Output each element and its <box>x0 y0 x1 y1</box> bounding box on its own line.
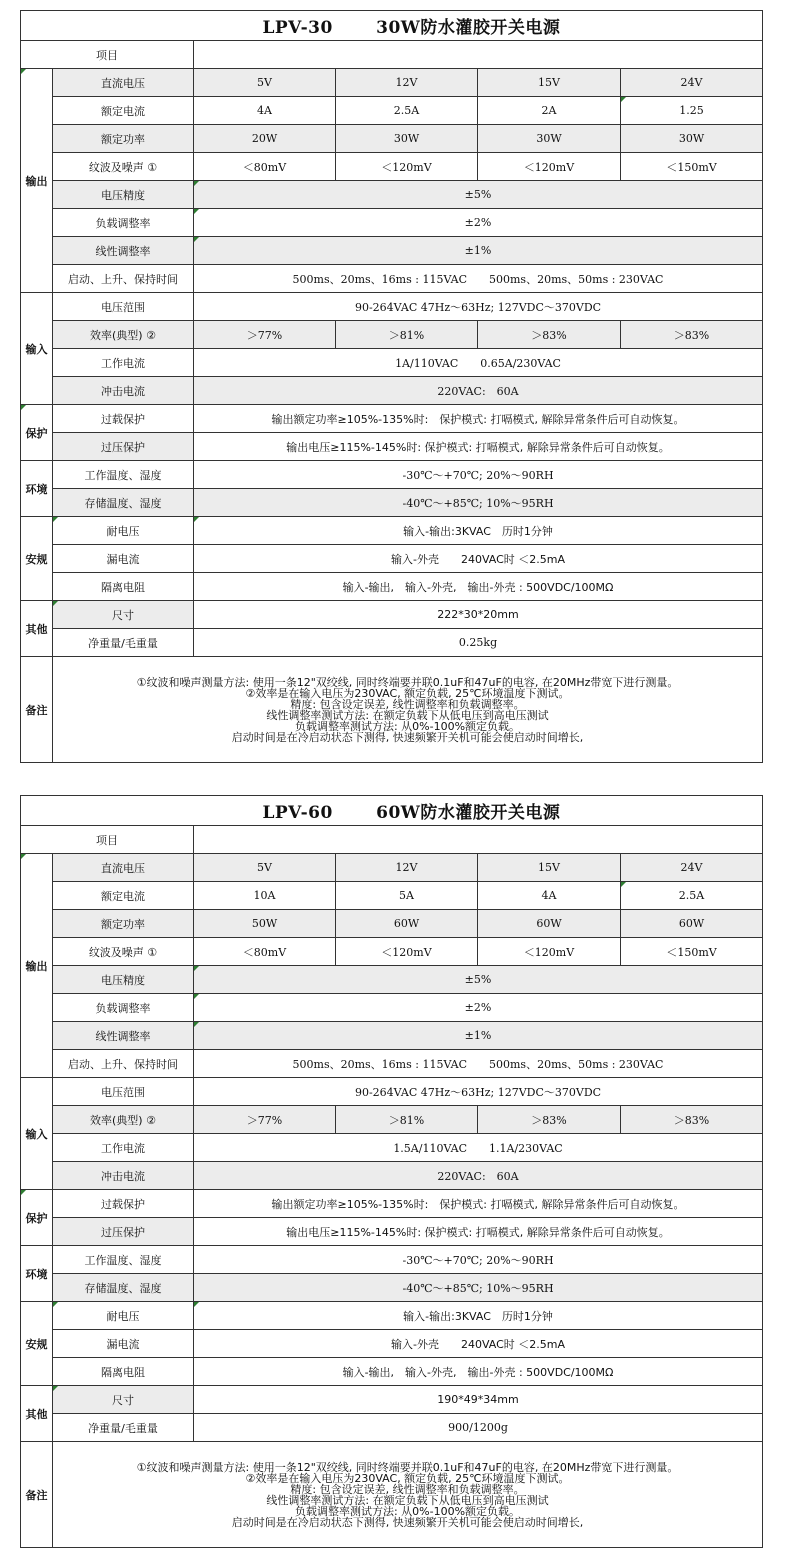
ripple-value: ＜150mV <box>621 153 763 181</box>
group-safety: 安规 <box>21 517 53 601</box>
overvoltage-value: 输出电压≥115%-145%时: 保护模式: 打嗝模式, 解除异常条件后可自动恢复。 <box>194 1218 763 1246</box>
note-line: ①纹波和噪声测量方法: 使用一条12"双绞线, 同时终端要并联0.1uF和47uF的电容, 在20MHz带宽下进行测量。 <box>136 675 679 689</box>
rated-power-value: 50W <box>194 910 336 938</box>
inrush-current-value: 220VAC: 60A <box>194 1162 763 1190</box>
row-label-withstand: 耐电压 <box>53 517 194 545</box>
row-label-isolation: 隔离电阻 <box>53 1358 194 1386</box>
overload-value: 输出额定功率≥105%-135%时: 保护模式: 打嗝模式, 解除异常条件后可自动恢复。 <box>194 405 763 433</box>
voltage-range-value: 90-264VAC 47Hz～63Hz; 127VDC～370VDC <box>194 1078 763 1106</box>
note-line: 线性调整率测试方法: 在额定负载下从低电压到高电压测试 <box>266 1493 549 1507</box>
line-regulation-value: ±1% <box>194 1022 763 1050</box>
row-label-dc-voltage: 直流电压 <box>53 854 194 882</box>
dc-voltage-value: 5V <box>194 854 336 882</box>
item-header-blank <box>194 826 763 854</box>
rated-current-value: 5A <box>336 882 478 910</box>
row-label-work-temp: 工作温度、湿度 <box>53 1246 194 1274</box>
row-label-overvoltage: 过压保护 <box>53 1218 194 1246</box>
ripple-value: ＜150mV <box>621 938 763 966</box>
group-input: 输入 <box>21 293 53 405</box>
row-label-rated-power: 额定功率 <box>53 125 194 153</box>
dc-voltage-value: 12V <box>336 69 478 97</box>
leakage-value: 输入-外壳 240VAC时 ＜2.5mA <box>194 545 763 573</box>
ripple-value: ＜120mV <box>336 938 478 966</box>
row-label-rated-power: 额定功率 <box>53 910 194 938</box>
spec-sheet <box>20 10 762 763</box>
voltage-range-value: 90-264VAC 47Hz～63Hz; 127VDC～370VDC <box>194 293 763 321</box>
product-name: 60W防水灌胶开关电源 <box>376 803 561 823</box>
row-label-load-regulation: 负载调整率 <box>53 994 194 1022</box>
note-line: ②效率是在输入电压为230VAC, 额定负载, 25℃环境温度下测试。 <box>245 686 570 700</box>
load-regulation-value: ±2% <box>194 209 763 237</box>
row-label-working-current: 工作电流 <box>53 349 194 377</box>
voltage-accuracy-value: ±5% <box>194 181 763 209</box>
item-header-blank <box>194 41 763 69</box>
group-output: 输出 <box>21 69 53 293</box>
row-label-leakage: 漏电流 <box>53 545 194 573</box>
ripple-value: ＜80mV <box>194 153 336 181</box>
rated-current-value: 1.25 <box>621 97 763 125</box>
note-line: 启动时间是在冷启动状态下测得, 快速频繁开关机可能会使启动时间增长, <box>231 730 584 744</box>
row-label-weight: 净重量/毛重量 <box>53 1414 194 1442</box>
line-regulation-value: ±1% <box>194 237 763 265</box>
working-current-value: 1.5A/110VAC 1.1A/230VAC <box>194 1134 763 1162</box>
ripple-value: ＜80mV <box>194 938 336 966</box>
startup-value: 500ms、20ms、16ms : 115VAC 500ms、20ms、50ms : 230VAC <box>194 265 763 293</box>
row-label-inrush-current: 冲击电流 <box>53 377 194 405</box>
note-line: 精度: 包含设定误差, 线性调整率和负载调整率。 <box>290 1482 525 1496</box>
product-name: 30W防水灌胶开关电源 <box>376 18 561 38</box>
isolation-value: 输入-输出, 输入-外壳, 输出-外壳 : 500VDC/100MΩ <box>194 1358 763 1386</box>
dc-voltage-value: 12V <box>336 854 478 882</box>
row-label-rated-current: 额定电流 <box>53 882 194 910</box>
row-label-weight: 净重量/毛重量 <box>53 629 194 657</box>
isolation-value: 输入-输出, 输入-外壳, 输出-外壳 : 500VDC/100MΩ <box>194 573 763 601</box>
spec-table <box>20 10 763 763</box>
row-label-line-regulation: 线性调整率 <box>53 237 194 265</box>
rated-current-value: 10A <box>194 882 336 910</box>
row-label-voltage-accuracy: 电压精度 <box>53 181 194 209</box>
row-label-ripple: 纹波及噪声 ① <box>53 938 194 966</box>
efficiency-value: ＞77% <box>194 321 336 349</box>
weight-value: 0.25kg <box>194 629 763 657</box>
efficiency-value: ＞81% <box>336 321 478 349</box>
leakage-value: 输入-外壳 240VAC时 ＜2.5mA <box>194 1330 763 1358</box>
model-number: LPV-30 <box>262 18 333 38</box>
note-line: ②效率是在输入电压为230VAC, 额定负载, 25℃环境温度下测试。 <box>245 1471 570 1485</box>
ripple-value: ＜120mV <box>478 153 621 181</box>
efficiency-value: ＞83% <box>621 321 763 349</box>
row-label-work-temp: 工作温度、湿度 <box>53 461 194 489</box>
group-output: 输出 <box>21 854 53 1078</box>
efficiency-value: ＞77% <box>194 1106 336 1134</box>
rated-power-value: 60W <box>478 910 621 938</box>
dc-voltage-value: 5V <box>194 69 336 97</box>
work-temp-value: -30℃～+70℃; 20%～90RH <box>194 1246 763 1274</box>
row-label-isolation: 隔离电阻 <box>53 573 194 601</box>
row-label-inrush-current: 冲击电流 <box>53 1162 194 1190</box>
withstand-value: 输入-输出:3KVAC 历时1分钟 <box>194 1302 763 1330</box>
group-notes: 备注 <box>21 1442 53 1548</box>
group-notes: 备注 <box>21 657 53 763</box>
model-number: LPV-60 <box>262 803 333 823</box>
row-label-storage-temp: 存储温度、湿度 <box>53 489 194 517</box>
voltage-accuracy-value: ±5% <box>194 966 763 994</box>
work-temp-value: -30℃～+70℃; 20%～90RH <box>194 461 763 489</box>
row-label-line-regulation: 线性调整率 <box>53 1022 194 1050</box>
notes-block <box>53 1442 763 1548</box>
notes-block <box>53 657 763 763</box>
row-label-overvoltage: 过压保护 <box>53 433 194 461</box>
weight-value: 900/1200g <box>194 1414 763 1442</box>
note-line: 启动时间是在冷启动状态下测得, 快速频繁开关机可能会使启动时间增长, <box>231 1515 584 1529</box>
rated-current-value: 2.5A <box>621 882 763 910</box>
rated-power-value: 30W <box>621 125 763 153</box>
item-header: 项目 <box>21 41 194 69</box>
row-label-withstand: 耐电压 <box>53 1302 194 1330</box>
dc-voltage-value: 15V <box>478 854 621 882</box>
group-protect: 保护 <box>21 1190 53 1246</box>
efficiency-value: ＞83% <box>621 1106 763 1134</box>
inrush-current-value: 220VAC: 60A <box>194 377 763 405</box>
sheet-title <box>21 11 763 41</box>
group-protect: 保护 <box>21 405 53 461</box>
row-label-rated-current: 额定电流 <box>53 97 194 125</box>
working-current-value: 1A/110VAC 0.65A/230VAC <box>194 349 763 377</box>
overload-value: 输出额定功率≥105%-135%时: 保护模式: 打嗝模式, 解除异常条件后可自动恢复。 <box>194 1190 763 1218</box>
rated-power-value: 60W <box>621 910 763 938</box>
group-other: 其他 <box>21 601 53 657</box>
rated-power-value: 30W <box>478 125 621 153</box>
size-value: 190*49*34mm <box>194 1386 763 1414</box>
efficiency-value: ＞81% <box>336 1106 478 1134</box>
rated-current-value: 4A <box>194 97 336 125</box>
group-environment: 环境 <box>21 1246 53 1302</box>
efficiency-value: ＞83% <box>478 1106 621 1134</box>
row-label-dc-voltage: 直流电压 <box>53 69 194 97</box>
note-line: 负载调整率测试方法: 从0%-100%额定负载。 <box>294 1504 521 1518</box>
rated-power-value: 20W <box>194 125 336 153</box>
row-label-efficiency: 效率(典型) ② <box>53 1106 194 1134</box>
note-line: 线性调整率测试方法: 在额定负载下从低电压到高电压测试 <box>266 708 549 722</box>
row-label-efficiency: 效率(典型) ② <box>53 321 194 349</box>
rated-current-value: 2.5A <box>336 97 478 125</box>
rated-current-value: 2A <box>478 97 621 125</box>
size-value: 222*30*20mm <box>194 601 763 629</box>
efficiency-value: ＞83% <box>478 321 621 349</box>
overvoltage-value: 输出电压≥115%-145%时: 保护模式: 打嗝模式, 解除异常条件后可自动恢复。 <box>194 433 763 461</box>
rated-power-value: 60W <box>336 910 478 938</box>
row-label-ripple: 纹波及噪声 ① <box>53 153 194 181</box>
row-label-voltage-accuracy: 电压精度 <box>53 966 194 994</box>
row-label-voltage-range: 电压范围 <box>53 293 194 321</box>
row-label-overload: 过载保护 <box>53 1190 194 1218</box>
note-line: ①纹波和噪声测量方法: 使用一条12"双绞线, 同时终端要并联0.1uF和47uF的电容, 在20MHz带宽下进行测量。 <box>136 1460 679 1474</box>
rated-current-value: 4A <box>478 882 621 910</box>
note-line: 精度: 包含设定误差, 线性调整率和负载调整率。 <box>290 697 525 711</box>
spec-sheet <box>20 795 762 1548</box>
group-input: 输入 <box>21 1078 53 1190</box>
item-header: 项目 <box>21 826 194 854</box>
group-other: 其他 <box>21 1386 53 1442</box>
row-label-size: 尺寸 <box>53 601 194 629</box>
dc-voltage-value: 15V <box>478 69 621 97</box>
rated-power-value: 30W <box>336 125 478 153</box>
load-regulation-value: ±2% <box>194 994 763 1022</box>
row-label-working-current: 工作电流 <box>53 1134 194 1162</box>
dc-voltage-value: 24V <box>621 854 763 882</box>
sheet-title <box>21 796 763 826</box>
row-label-size: 尺寸 <box>53 1386 194 1414</box>
startup-value: 500ms、20ms、16ms : 115VAC 500ms、20ms、50ms : 230VAC <box>194 1050 763 1078</box>
dc-voltage-value: 24V <box>621 69 763 97</box>
row-label-voltage-range: 电压范围 <box>53 1078 194 1106</box>
withstand-value: 输入-输出:3KVAC 历时1分钟 <box>194 517 763 545</box>
row-label-storage-temp: 存储温度、湿度 <box>53 1274 194 1302</box>
note-line: 负载调整率测试方法: 从0%-100%额定负载。 <box>294 719 521 733</box>
group-environment: 环境 <box>21 461 53 517</box>
ripple-value: ＜120mV <box>336 153 478 181</box>
row-label-load-regulation: 负载调整率 <box>53 209 194 237</box>
ripple-value: ＜120mV <box>478 938 621 966</box>
row-label-overload: 过载保护 <box>53 405 194 433</box>
spec-table <box>20 795 763 1548</box>
storage-temp-value: -40℃～+85℃; 10%～95RH <box>194 1274 763 1302</box>
row-label-startup: 启动、上升、保持时间 <box>53 265 194 293</box>
row-label-startup: 启动、上升、保持时间 <box>53 1050 194 1078</box>
storage-temp-value: -40℃～+85℃; 10%～95RH <box>194 489 763 517</box>
row-label-leakage: 漏电流 <box>53 1330 194 1358</box>
group-safety: 安规 <box>21 1302 53 1386</box>
